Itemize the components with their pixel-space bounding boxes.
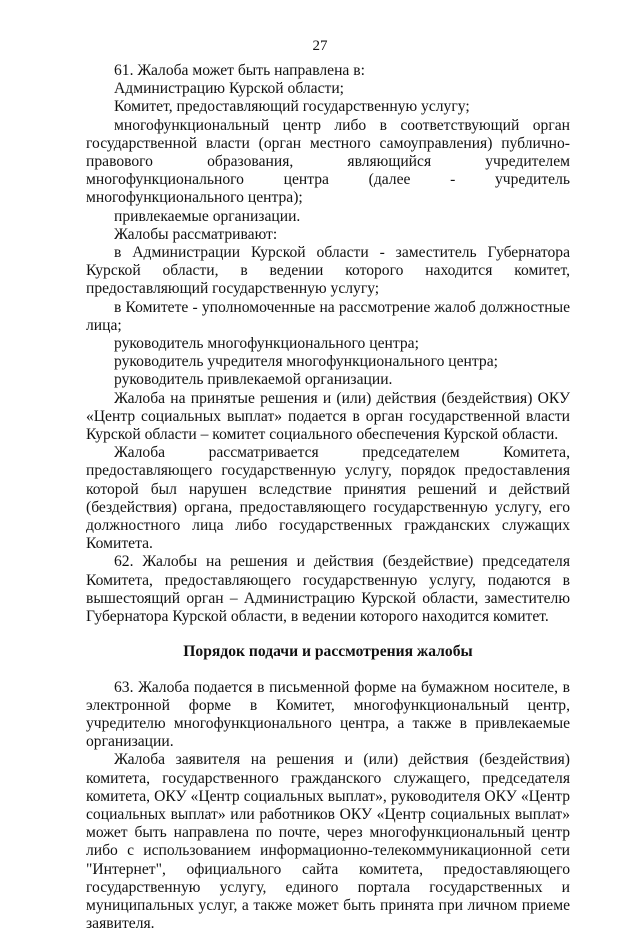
paragraph-complaint-channels: Жалоба заявителя на решения и (или) действия (бездействия) комитета, государственного гражданского служащего, председателя комитета, ОКУ «Центр социальных выплат», руководителя ОКУ «Центр социальных выплат» или работников ОКУ «Центр социальных выплат» может быть направлена по почте, через многофункциональный центр либо с использованием информационно-телекоммуникационной сети "Интернет", официального сайта комитета, предоставляющего государственную услугу, единого портала государственных и муниципальных услуг, а также может быть принята при личном приеме заявителя. [86,751,570,933]
paragraph-oku-complaint: Жалоба на принятые решения и (или) действия (бездействия) ОКУ «Центр социальных выплат» подается в орган государственной власти Курской области – комитет социального обеспечения Курской области. [86,389,570,444]
section-heading: Порядок подачи и рассмотрения жалобы [183,643,473,661]
paragraph-chairman-review: Жалоба рассматривается председателем Комитета, предоставляющего государственную услугу, порядок предоставления которой был нарушен вследствие принятия решений и действий (бездействия) органа, предоставляющего государственную услугу, его должностного лица либо государственных гражданских служащих Комитета. [86,444,570,553]
paragraph-63: 63. Жалоба подается в письменной форме на бумажном носителе, в электронной форме в Комитет, многофункциональный центр, учредителю многофункционального центра, а также в привлекаемые организации. [86,678,570,751]
paragraph-reviewer-committee: в Комитете - уполномоченные на рассмотрение жалоб должностные лица; [86,298,570,334]
paragraph-reviewer-administration: в Администрации Курской области - заместитель Губернатора Курской области, в ведении которого находится комитет, предоставляющий государственную услугу; [86,244,570,298]
paragraph-61-intro: 61. Жалоба может быть направлена в: [114,62,365,79]
paragraph-reviewers-intro: Жалобы рассматривают: [114,225,278,243]
page-number: 27 [312,38,328,54]
paragraph-reviewer-founder-head: руководитель учредителя многофункционального центра; [114,353,498,371]
paragraph-62: 62. Жалобы на решения и действия (бездействие) председателя Комитета, предоставляющего государственную услугу, подаются в вышестоящий орган – Администрацию Курской области, заместителю Губернатора Курской области, в ведении которого находится комитет. [86,553,570,626]
paragraph-reviewer-mfc-head: руководитель многофункционального центра; [114,335,419,353]
paragraph-organizations: привлекаемые организации. [114,207,301,225]
document-body [86,62,570,933]
paragraph-reviewer-org-head: руководитель привлекаемой организации. [114,371,393,389]
paragraph-committee: Комитет, предоставляющий государственную услугу; [114,98,470,116]
paragraph-mfc: многофункциональный центр либо в соответствующий орган государственной власти (орган местного самоуправления) публично-правового образования, являющийся учредителем многофункционального центра (далее - учредитель многофункционального центра); [86,116,570,207]
paragraph-administration: Администрацию Курской области; [114,80,345,98]
